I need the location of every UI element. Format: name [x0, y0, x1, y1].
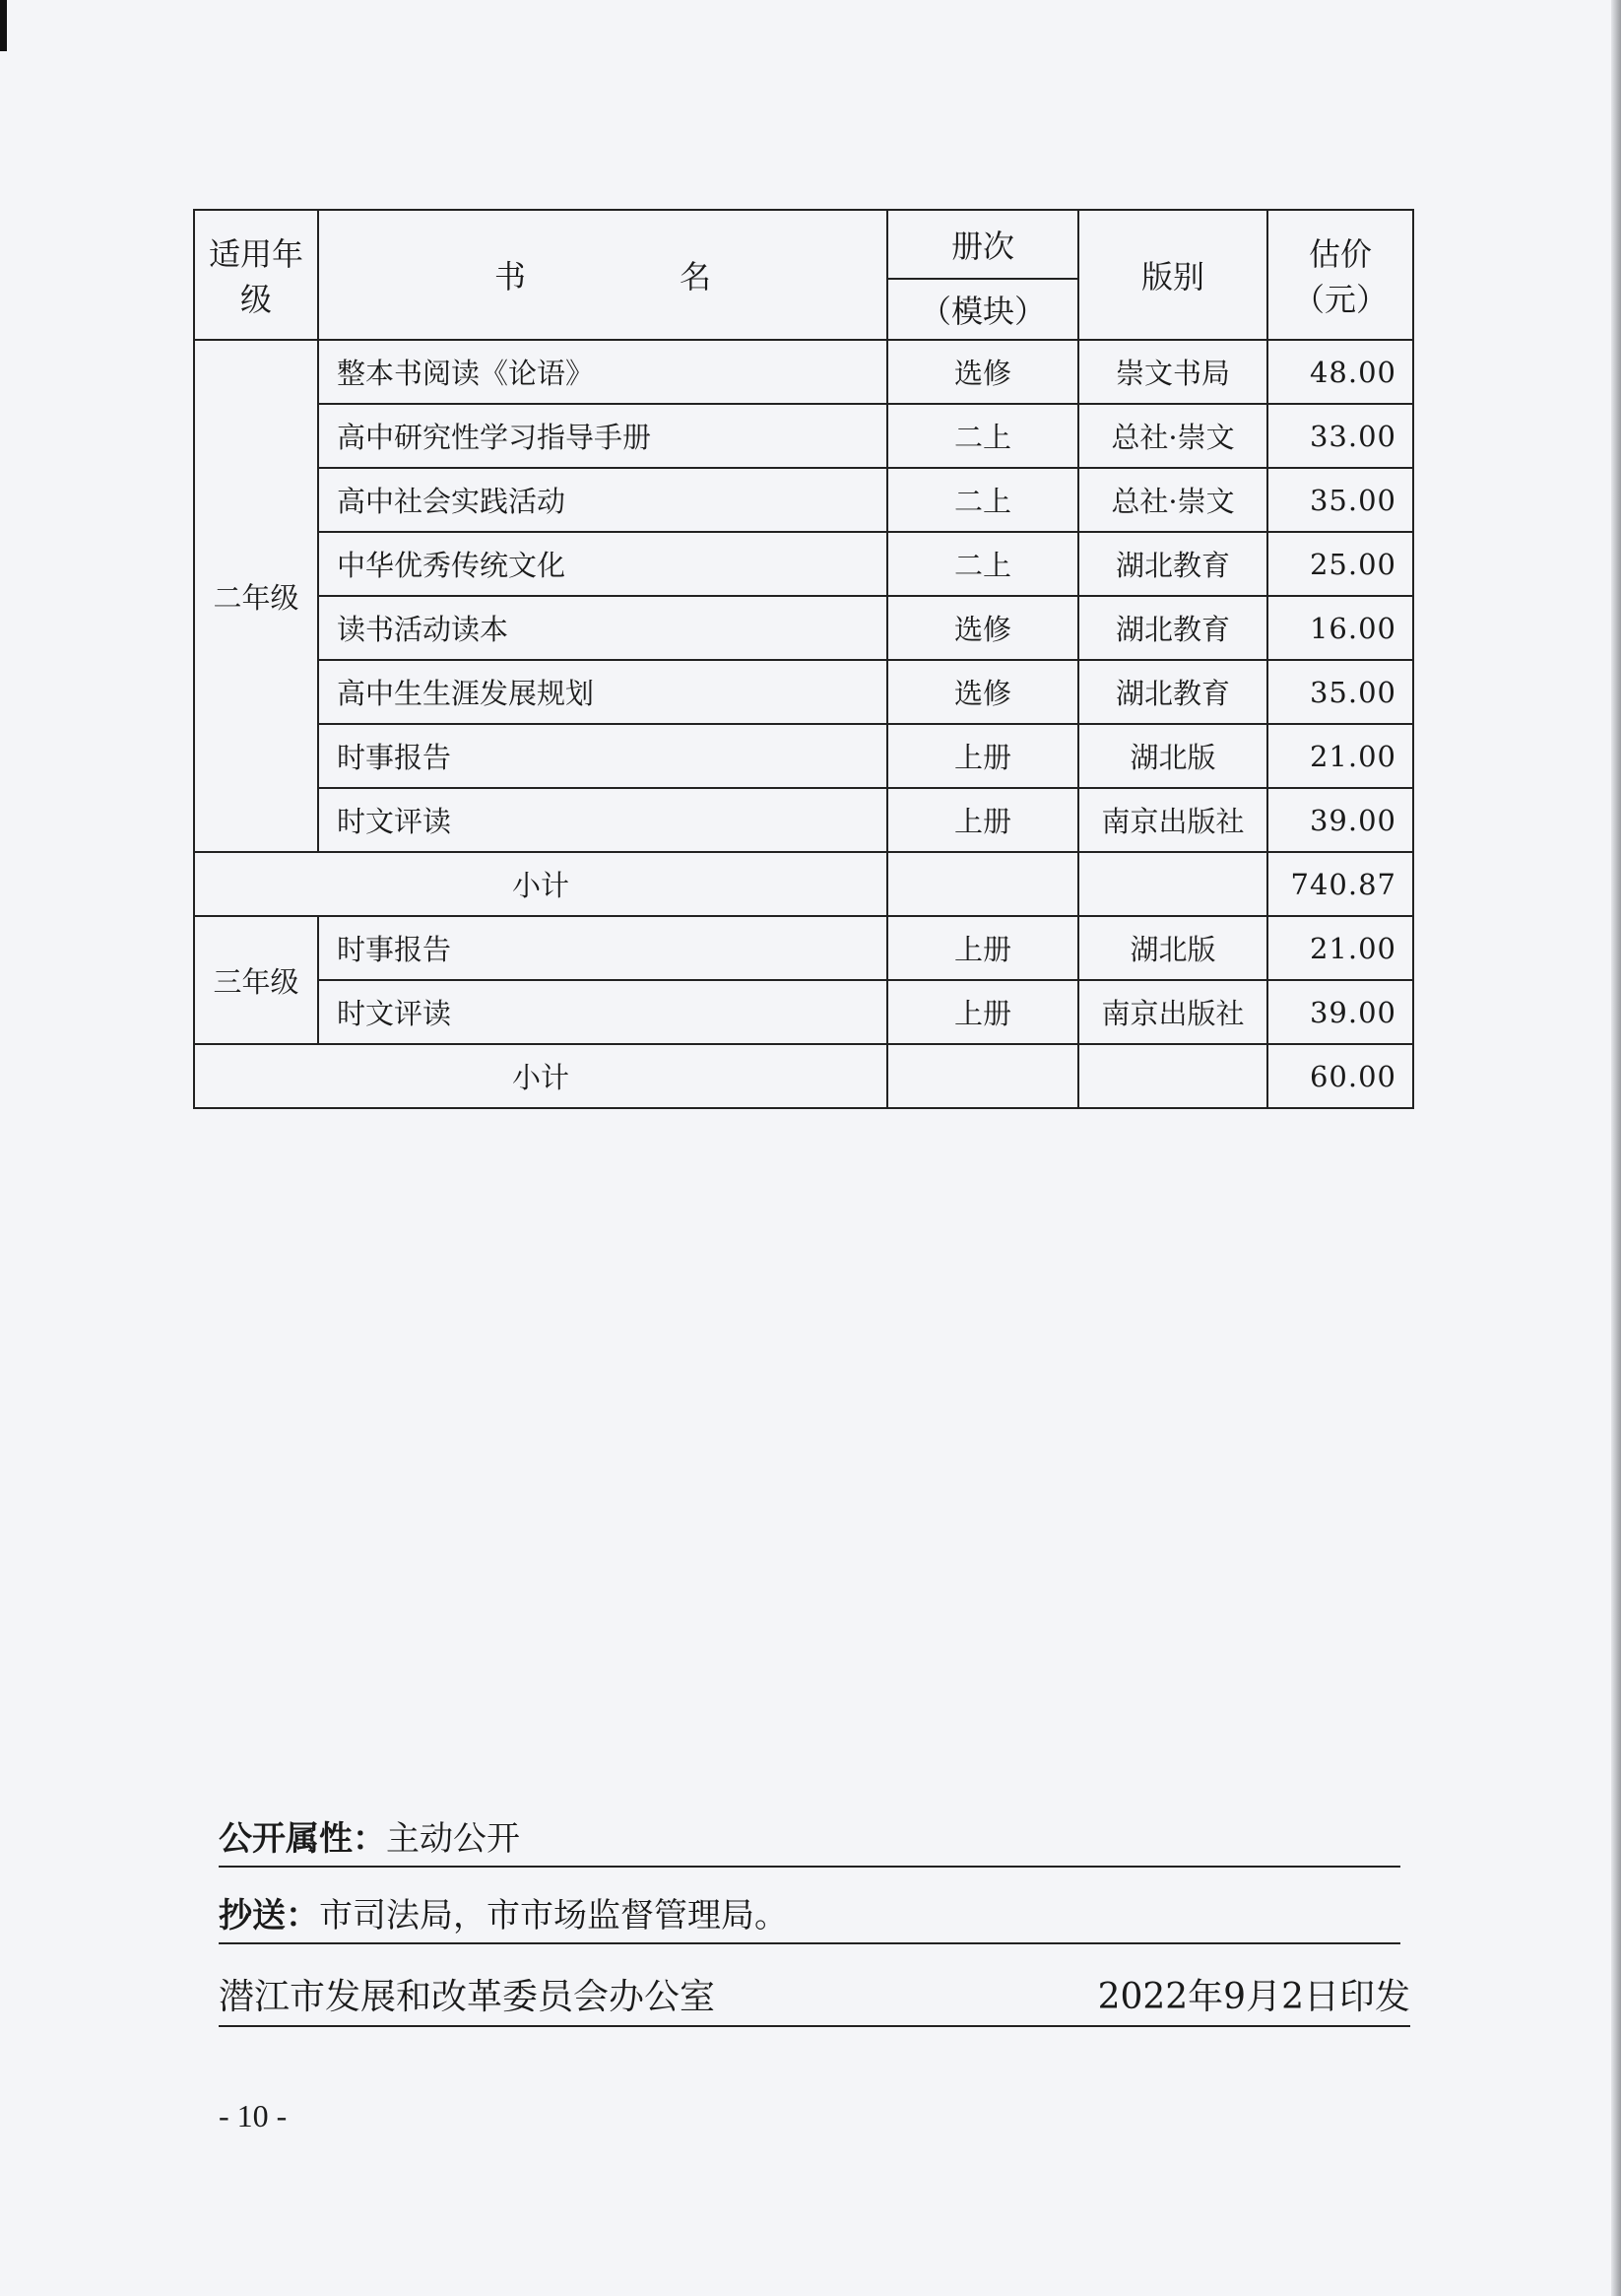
table-row — [194, 532, 1413, 596]
book-price: 48.00 — [1267, 340, 1413, 404]
grade-label-2: 二年级 — [194, 340, 318, 852]
book-volume: 选修 — [887, 340, 1078, 404]
book-volume: 上册 — [887, 724, 1078, 788]
header-grade: 适用年级 — [194, 210, 318, 340]
book-price: 33.00 — [1267, 404, 1413, 468]
disclosure-value: 主动公开 — [386, 1819, 520, 1859]
book-title: 高中研究性学习指导手册 — [318, 404, 887, 468]
textbook-price-table — [193, 209, 1414, 1109]
header-price: 估价（元） — [1267, 210, 1413, 340]
grade-label-3: 三年级 — [194, 916, 318, 1044]
book-title: 高中社会实践活动 — [318, 468, 887, 532]
book-title: 高中生生涯发展规划 — [318, 660, 887, 724]
disclosure-label: 公开属性： — [219, 1819, 386, 1859]
book-volume: 选修 — [887, 596, 1078, 660]
book-edition: 湖北教育 — [1078, 660, 1267, 724]
table-row — [194, 596, 1413, 660]
book-title: 中华优秀传统文化 — [318, 532, 887, 596]
book-volume: 上册 — [887, 788, 1078, 852]
book-price: 16.00 — [1267, 596, 1413, 660]
book-volume: 上册 — [887, 980, 1078, 1044]
header-volume-module: （模块） — [887, 279, 1078, 340]
book-edition: 南京出版社 — [1078, 788, 1267, 852]
scan-edge-shadow — [1611, 0, 1621, 2296]
book-price: 21.00 — [1267, 724, 1413, 788]
book-title: 时文评读 — [318, 788, 887, 852]
disclosure-line — [219, 1812, 1400, 1868]
page-number: - 10 - — [219, 2098, 288, 2133]
book-volume: 二上 — [887, 532, 1078, 596]
cc-value: 市司法局，市市场监督管理局。 — [319, 1896, 788, 1935]
subtotal-value: 60.00 — [1267, 1044, 1413, 1108]
table-header-row — [194, 210, 1413, 279]
book-edition: 湖北教育 — [1078, 532, 1267, 596]
book-price: 35.00 — [1267, 468, 1413, 532]
cc-line — [219, 1889, 1400, 1944]
subtotal-row-grade3 — [194, 1044, 1413, 1108]
empty-cell — [887, 852, 1078, 916]
book-edition: 湖北版 — [1078, 724, 1267, 788]
table-row — [194, 404, 1413, 468]
header-edition: 版别 — [1078, 210, 1267, 340]
table-row — [194, 724, 1413, 788]
book-edition: 崇文书局 — [1078, 340, 1267, 404]
table-row — [194, 788, 1413, 852]
table-row — [194, 340, 1413, 404]
cc-label: 抄送： — [219, 1896, 319, 1935]
empty-cell — [887, 1044, 1078, 1108]
book-edition: 湖北版 — [1078, 916, 1267, 980]
header-volume: 册次 — [887, 210, 1078, 279]
book-volume: 上册 — [887, 916, 1078, 980]
book-price: 21.00 — [1267, 916, 1413, 980]
empty-cell — [1078, 852, 1267, 916]
subtotal-value: 740.87 — [1267, 852, 1413, 916]
book-volume: 选修 — [887, 660, 1078, 724]
issuer-name: 潜江市发展和改革委员会办公室 — [219, 1977, 716, 2017]
subtotal-label: 小计 — [194, 852, 887, 916]
scan-edge-mark — [0, 0, 7, 51]
book-price: 39.00 — [1267, 980, 1413, 1044]
book-price: 25.00 — [1267, 532, 1413, 596]
book-edition: 总社·崇文 — [1078, 404, 1267, 468]
book-edition: 湖北教育 — [1078, 596, 1267, 660]
book-edition: 总社·崇文 — [1078, 468, 1267, 532]
header-title: 书 名 — [318, 210, 887, 340]
book-title: 读书活动读本 — [318, 596, 887, 660]
book-price: 39.00 — [1267, 788, 1413, 852]
book-title: 时文评读 — [318, 980, 887, 1044]
issuer-line — [219, 1970, 1410, 2027]
table-row — [194, 980, 1413, 1044]
book-title: 时事报告 — [318, 916, 887, 980]
book-volume: 二上 — [887, 404, 1078, 468]
book-edition: 南京出版社 — [1078, 980, 1267, 1044]
table-row — [194, 916, 1413, 980]
book-title: 时事报告 — [318, 724, 887, 788]
table-row — [194, 660, 1413, 724]
subtotal-label: 小计 — [194, 1044, 887, 1108]
empty-cell — [1078, 1044, 1267, 1108]
subtotal-row-grade2 — [194, 852, 1413, 916]
book-volume: 二上 — [887, 468, 1078, 532]
book-price: 35.00 — [1267, 660, 1413, 724]
book-title: 整本书阅读《论语》 — [318, 340, 887, 404]
table-row — [194, 468, 1413, 532]
issue-date: 2022年9月2日印发 — [1097, 1977, 1410, 2017]
